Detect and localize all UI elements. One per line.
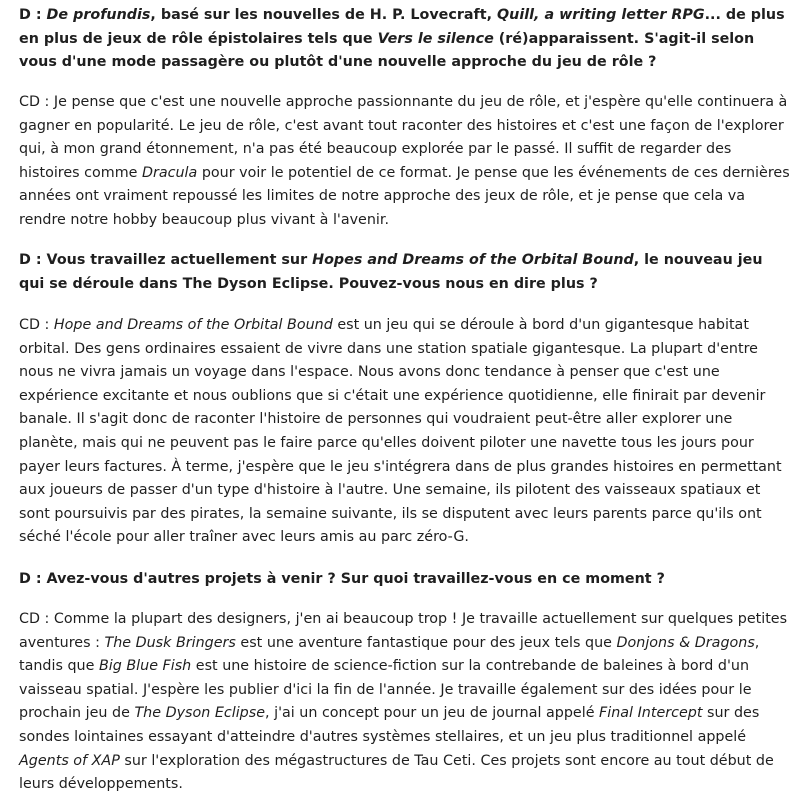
body-text: est une aventure fantastique pour des jeux tels que — [235, 634, 617, 651]
title-text: Donjons & Dragons — [616, 634, 755, 651]
title-text: Final Intercept — [599, 705, 703, 722]
answer-1 — [19, 91, 795, 233]
body-text: , basé sur les nouvelles de H. P. Lovecraft, — [150, 7, 498, 23]
body-text: , j'ai un concept pour un jeu de journal appelé — [265, 705, 600, 722]
title-text: Hope and Dreams of the Orbital Bound — [53, 317, 333, 333]
answer-2 — [19, 314, 791, 550]
title-text: Big Blue Fish — [98, 658, 192, 675]
question-3 — [19, 568, 791, 592]
body-text: est un jeu qui se déroule à bord d'un gigantesque habitat orbital. Des gens ordinaires essaient de vivre dans une station spatiale gigantesque. La plupart d'entre nous ne vivra jamais un voyage dans l'espace. Nous avons donc tendance à penser que c'est une expérience excitante et nous oublions que si c'était une expérience quotidienne, elle finirait par devenir banale. Il s'agit donc de raconter l'histoire de personnes qui voudraient peut-être aller explorer une planète, mais qui ne peuvent pas le faire parce qu'elles doivent piloter une navette tous les jours pour payer leurs factures. À terme, j'espère que le jeu s'intégrera dans de plus grandes histoires en permettant aux joueurs de passer d'un type d'histoire à l'autre. Une semaine, ils pilotent des vaisseaux spatiaux et sont poursuivis par des pirates, la semaine suivante, ils se disputent avec leurs parents parce qu'ils ont séché l'école pour aller traîner avec leurs amis au parc zéro-G. — [19, 317, 787, 546]
body-text: , le nouveau jeu qui se déroule dans The Dyson Eclipse. Pouvez-vous nous en dire plus ? — [19, 252, 768, 292]
title-text: The Dyson Eclipse — [134, 705, 266, 722]
body-text: pour voir le potentiel de ce format. Je pense que les événements de ces dernières années ont vraiment repoussé les limites de notre approche des jeux de rôle, et je pense que cela va rendre notre hobby beaucoup plus vivant à l'avenir. — [19, 164, 795, 228]
title-text: The Dusk Bringers — [104, 634, 236, 651]
title-text: Dracula — [141, 164, 198, 181]
title-text: Agents of XAP — [19, 752, 120, 769]
body-text: ... de plus en plus de jeux de rôle épistolaires tels que — [19, 7, 790, 47]
title-text: De profundis — [46, 7, 151, 23]
body-text: CD : Comme la plupart des designers, j'en ai beaucoup trop ! Je travaille actuellement sur quelques petites aventures : — [19, 611, 792, 651]
body-text: D : — [19, 7, 47, 23]
title-text: Vers le silence — [377, 30, 494, 47]
answer-3 — [19, 608, 791, 797]
title-text: Hopes and Dreams of the Orbital Bound — [312, 252, 634, 268]
body-text: CD : Je pense que c'est une nouvelle approche passionnante du jeu de rôle, et j'espère qu'elle continuera à gagner en popularité. Le jeu de rôle, c'est avant tout raconter des histoires et c'est une façon de l'explorer qui, à mon grand étonnement, n'a pas été beaucoup explorée par le passé. Il suffit de regarder des histoires comme — [19, 94, 792, 181]
body-text: , tandis que — [19, 634, 764, 675]
body-text: est une histoire de science-fiction sur la contrebande de baleines à bord d'un vaisseau spatial. J'espère les publier d'ici la fin de l'année. Je travaille également sur des idées pour le prochain jeu de — [19, 658, 757, 722]
title-text: Quill, a writing letter RPG — [497, 7, 705, 23]
body-text: sur des sondes lointaines essayant d'atteindre d'autres systèmes stellaires, et un jeu plus traditionnel appelé — [19, 705, 764, 745]
question-2 — [19, 249, 791, 296]
body-text: CD : — [19, 317, 54, 333]
body-text: sur l'exploration des mégastructures de Tau Ceti. Ces projets sont encore au tout début de leurs développements. — [19, 752, 779, 793]
body-text: D : Vous travaillez actuellement sur — [19, 252, 313, 268]
question-1 — [19, 4, 791, 75]
body-text: D : Avez-vous d'autres projets à venir ? Sur quoi travaillez-vous en ce moment ? — [19, 571, 665, 587]
body-text: (ré)apparaissent. S'agit-il selon vous d'une mode passagère ou plutôt d'une nouvelle approche du jeu de rôle ? — [19, 30, 760, 71]
